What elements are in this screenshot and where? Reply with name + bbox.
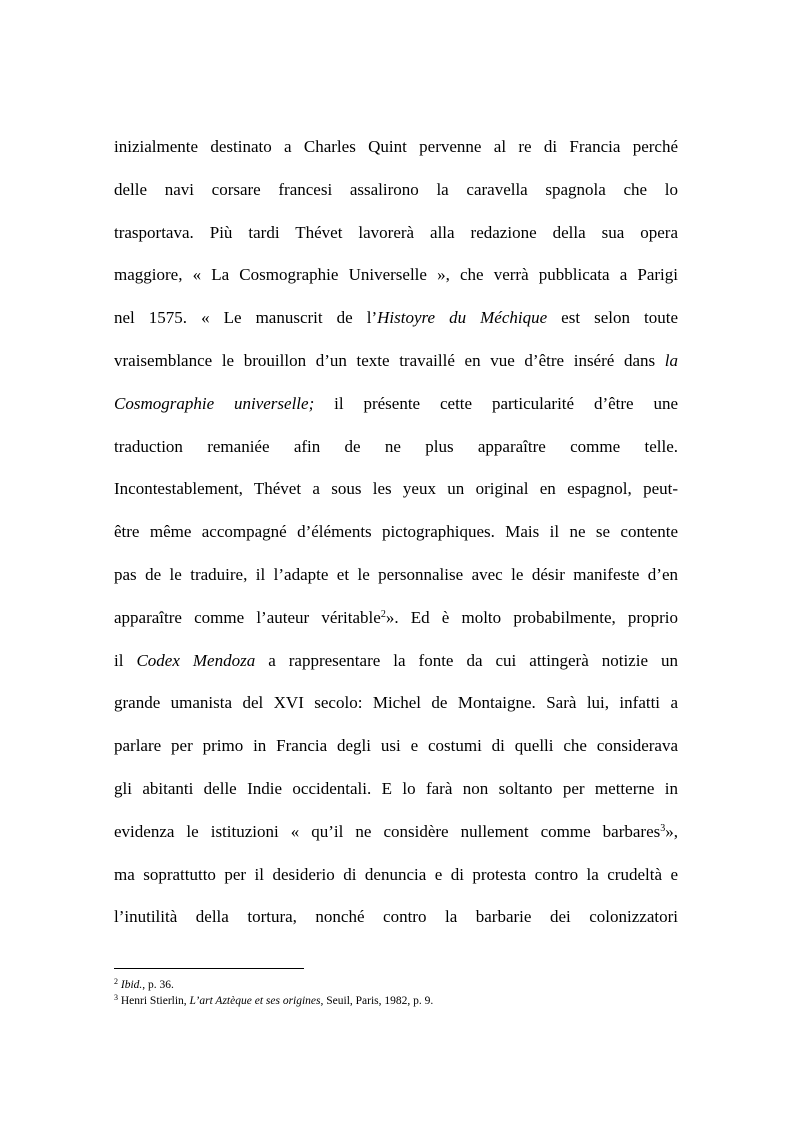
footnote-number: 3 — [114, 993, 118, 1002]
text-segment: l’inutilità della tortura, nonché contro la barbarie dei colonizzatori — [114, 907, 678, 927]
book-title-cosmographie: Cosmographie universelle; — [114, 393, 315, 413]
text-segment: il présente cette particularité d’être une — [314, 393, 679, 413]
text-line — [114, 169, 678, 212]
text-line — [114, 297, 678, 340]
text-line — [114, 725, 678, 768]
text-line — [114, 340, 678, 383]
footnotes — [114, 977, 678, 1009]
text-segment: apparaître comme l’auteur véritable — [114, 607, 381, 627]
text-segment: grande umanista del XVI secolo: Michel de Montaigne. Sarà lui, infatti a — [114, 693, 678, 713]
text-segment: vraisemblance le brouillon d’un texte travaillé en vue d’être inséré dans — [114, 350, 665, 370]
text-line — [114, 426, 678, 469]
footnote-3 — [114, 993, 678, 1009]
text-line — [114, 682, 678, 725]
text-segment: », — [665, 821, 678, 841]
text-segment: gli abitanti delle Indie occidentali. E lo farà non soltanto per metterne in — [114, 778, 678, 798]
text-segment: il — [114, 650, 137, 670]
text-segment: delle navi corsare francesi assalirono la caravella spagnola che lo — [114, 179, 678, 199]
text-segment: inizialmente destinato a Charles Quint pervenne al re di Francia perché — [114, 137, 678, 156]
footnote-number: 2 — [114, 977, 118, 986]
footnote-2 — [114, 977, 678, 993]
footnote-separator — [114, 968, 304, 969]
book-title-histoyre: Histoyre du Méchique — [377, 308, 548, 328]
text-line — [114, 640, 678, 683]
footnote-ibid: Ibid. — [120, 979, 143, 991]
text-segment: pas de le traduire, il l’adapte et le personnalise avec le désir manifeste d’en — [114, 564, 678, 584]
text-line — [114, 896, 678, 939]
footnote-ref-3[interactable]: 3 — [660, 822, 666, 834]
body-text — [114, 126, 678, 939]
text-line — [114, 254, 678, 297]
text-segment: Incontestablement, Thévet a sous les yeux un original en espagnol, peut- — [114, 479, 678, 499]
text-line — [114, 511, 678, 554]
footnote-text: , p. 36. — [142, 979, 174, 991]
text-line — [114, 554, 678, 597]
book-title-cosmographie: la — [664, 350, 678, 370]
text-segment: ma soprattutto per il desiderio di denuncia e di protesta contro la crudeltà e — [114, 864, 678, 884]
text-segment: est selon toute — [547, 308, 679, 328]
text-segment: evidenza le istituzioni « qu’il ne considère nullement comme barbares — [114, 821, 661, 841]
text-segment: a rappresentare la fonte da cui attingerà notizie un — [255, 650, 678, 670]
text-line — [114, 854, 678, 897]
text-line — [114, 468, 678, 511]
text-line — [114, 126, 678, 169]
text-line — [114, 597, 678, 640]
text-segment: nel 1575. « Le manuscrit de l’ — [114, 308, 378, 328]
text-segment: être même accompagné d’éléments pictographiques. Mais il ne se contente — [114, 522, 678, 542]
text-segment: traduction remaniée afin de ne plus apparaître comme telle. — [114, 436, 678, 456]
text-segment: parlare per primo in Francia degli usi e costumi di quelli che considerava — [114, 736, 678, 756]
footnote-book-title: L’art Aztèque et ses origines, — [189, 995, 324, 1007]
footnote-author: Henri Stierlin, — [120, 995, 190, 1007]
text-line — [114, 212, 678, 255]
book-title-codex-mendoza: Codex Mendoza — [136, 650, 256, 670]
text-line — [114, 811, 678, 854]
text-line — [114, 768, 678, 811]
text-line — [114, 383, 678, 426]
footnote-ref-2[interactable]: 2 — [380, 608, 386, 620]
footnote-text: Seuil, Paris, 1982, p. 9. — [323, 995, 434, 1007]
text-segment: trasportava. Più tardi Thévet lavorerà alla redazione della sua opera — [114, 222, 678, 242]
text-segment: maggiore, « La Cosmographie Universelle », che verrà pubblicata a Parigi — [114, 265, 678, 285]
text-segment: ». Ed è molto probabilmente, proprio — [385, 607, 678, 627]
